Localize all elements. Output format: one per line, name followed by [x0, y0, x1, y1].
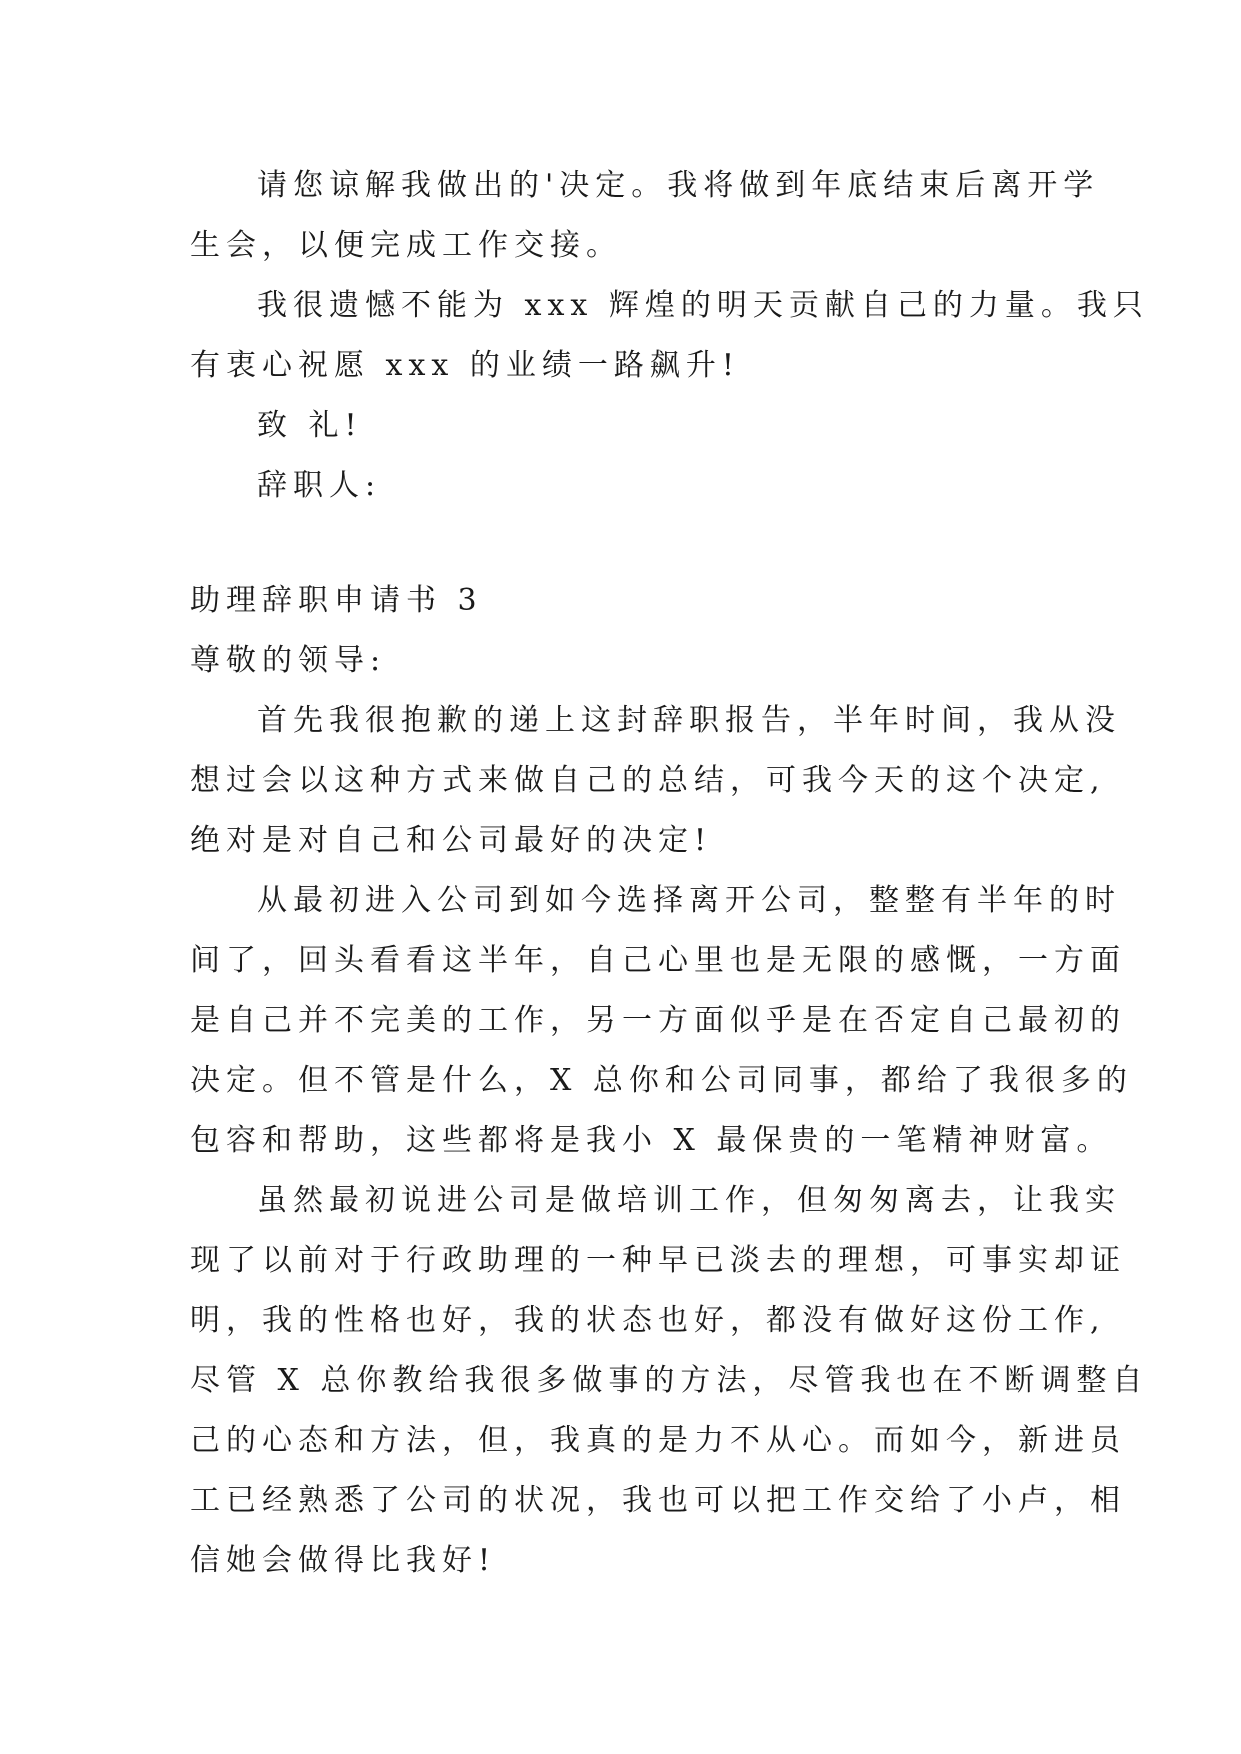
paragraph-line: 我很遗憾不能为 xxx 辉煌的明天贡献自己的力量。我只 [257, 288, 1149, 323]
paragraph-line: 绝对是对自己和公司最好的决定! [190, 823, 713, 858]
paragraph-line: 间了，回头看看这半年，自己心里也是无限的感慨，一方面 [190, 943, 1126, 978]
paragraph-line: 从最初进入公司到如今选择离开公司，整整有半年的时 [257, 883, 1121, 918]
closing-line: 致 礼! [257, 408, 363, 443]
paragraph-line: 己的心态和方法，但，我真的是力不从心。而如今，新进员 [190, 1423, 1126, 1458]
paragraph-line: 是自己并不完美的工作，另一方面似乎是在否定自己最初的 [190, 1003, 1126, 1038]
paragraph-line: 尽管 X 总你教给我很多做事的方法，尽管我也在不断调整自 [190, 1363, 1149, 1398]
paragraph-line: 虽然最初说进公司是做培训工作，但匆匆离去，让我实 [257, 1183, 1121, 1218]
paragraph-line: 包容和帮助，这些都将是我小 X 最保贵的一笔精神财富。 [190, 1123, 1113, 1158]
signature-line: 辞职人: [257, 468, 382, 503]
paragraph-line: 信她会做得比我好! [190, 1543, 497, 1578]
section-title: 助理辞职申请书 3 [190, 583, 483, 618]
paragraph-line: 生会，以便完成工作交接。 [190, 228, 622, 263]
document-page [190, 156, 1149, 1591]
paragraph-line: 决定。但不管是什么，X 总你和公司同事，都给了我很多的 [190, 1063, 1133, 1098]
paragraph-line: 有衷心祝愿 xxx 的业绩一路飙升! [190, 348, 740, 383]
paragraph-line: 工已经熟悉了公司的状况，我也可以把工作交给了小卢，相 [190, 1483, 1126, 1518]
paragraph-line: 现了以前对于行政助理的一种早已淡去的理想，可事实却证 [190, 1243, 1126, 1278]
paragraph-line: 想过会以这种方式来做自己的总结，可我今天的这个决定, [190, 763, 1106, 798]
section-gap [190, 516, 1050, 571]
paragraph-line: 请您谅解我做出的'决定。我将做到年底结束后离开学 [257, 168, 1100, 203]
paragraph-line: 明，我的性格也好，我的状态也好，都没有做好这份工作, [190, 1303, 1106, 1338]
paragraph-line: 首先我很抱歉的递上这封辞职报告，半年时间，我从没 [257, 703, 1121, 738]
salutation: 尊敬的领导: [190, 643, 387, 678]
